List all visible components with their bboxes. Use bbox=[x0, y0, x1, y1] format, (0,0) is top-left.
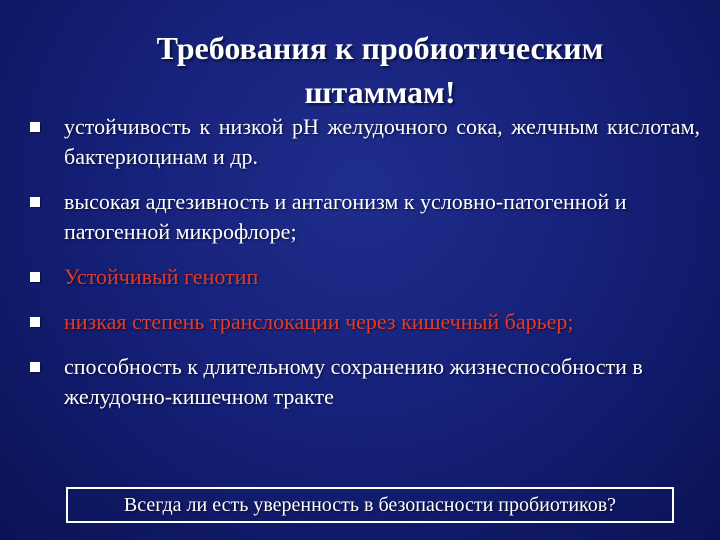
bullet-text: высокая адгезивность и антагонизм к условно-патогенной и патогенной микрофлоре; bbox=[64, 189, 627, 244]
square-bullet-icon bbox=[30, 122, 40, 132]
square-bullet-icon bbox=[30, 197, 40, 207]
square-bullet-icon bbox=[30, 362, 40, 372]
bullet-list bbox=[30, 112, 700, 412]
bullet-item bbox=[30, 262, 700, 292]
bullet-text: способность к длительному сохранению жизнеспособности в желудочно-кишечном тракте bbox=[64, 354, 643, 409]
square-bullet-icon bbox=[30, 272, 40, 282]
bullet-item bbox=[30, 112, 700, 172]
bullet-text: низкая степень транслокации через кишечный барьер; bbox=[64, 309, 574, 334]
question-box: Всегда ли есть уверенность в безопасности пробиотиков? bbox=[66, 487, 674, 523]
slide-title-line-1: Требования к пробиотическим bbox=[156, 30, 604, 66]
square-bullet-icon bbox=[30, 317, 40, 327]
bullet-item bbox=[30, 352, 700, 412]
bullet-text: Устойчивый генотип bbox=[64, 264, 259, 289]
bullet-text: устойчивость к низкой рН желудочного сока, желчным кислотам, бактериоцинам и др. bbox=[64, 114, 700, 169]
bullet-item bbox=[30, 307, 700, 337]
bullet-item bbox=[30, 187, 700, 247]
slide-title bbox=[80, 26, 680, 114]
slide-title-line-2: штаммам! bbox=[304, 74, 456, 110]
